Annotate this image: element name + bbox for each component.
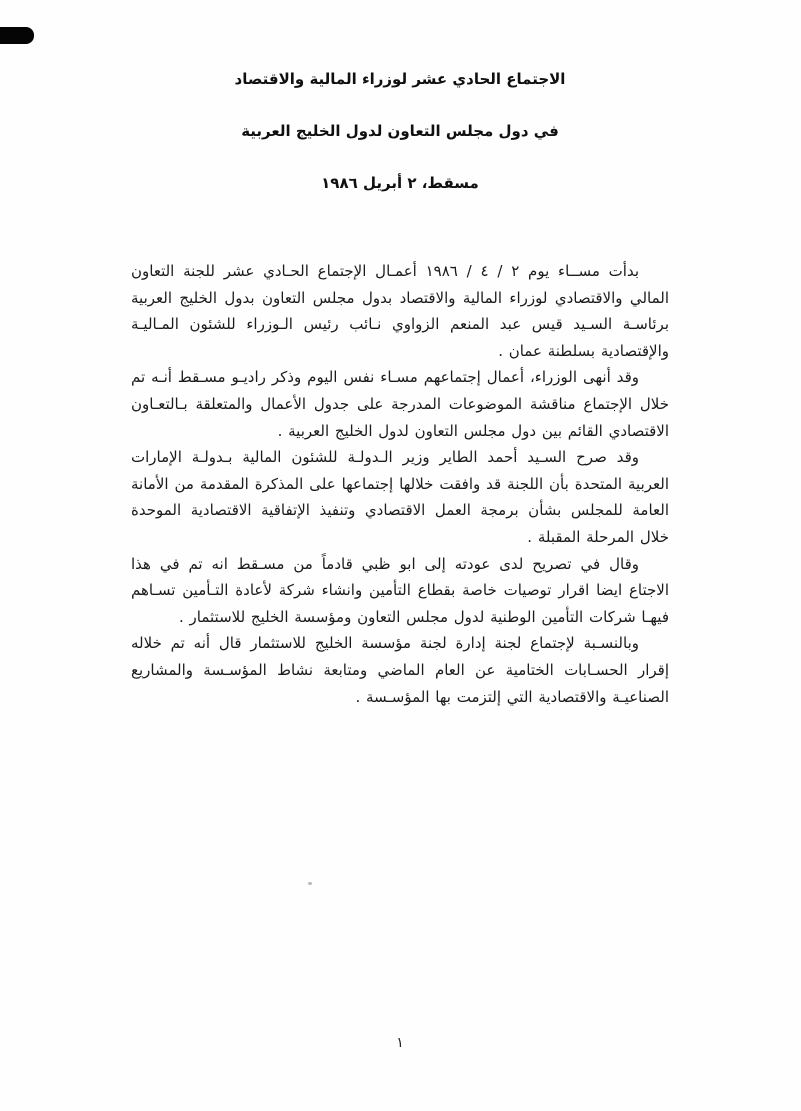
paragraph-3: وقد صرح السـيد أحمد الطاير وزير الـدولـة للشئون المالية بـدولـة الإمارات العربية المتحدة بأن اللجنة قد وافقت خلالها إجتماعها على المذكرة المقدمة من الأمانة العامة للمجلس بشأن برمجة العمل الاقتصادي وتنفيذ الإتفاقية الاقتصادية الموحدة خلال المرحلة المقبلة . (131, 448, 669, 546)
page-number: ١ (396, 1035, 404, 1051)
document-header (131, 70, 669, 192)
scan-speck (308, 882, 312, 885)
page-footer (131, 1032, 669, 1051)
title-line-2: في دول مجلس التعاون لدول الخليج العربية (241, 122, 559, 140)
paragraph-5: وبالنسـبة لإجتماع لجنة إدارة لجنة مؤسسة الخليج للاستثمار قال أنه تم خلاله إقرار الحسـابات الختامية عن العام الماضي ومتابعة نشاط المؤسـسة والمشاريع الصناعيـة والاقتصادية التي إلتزمت بها المؤسـسة . (131, 634, 669, 706)
paragraph-2: وقد أنهى الوزراء، أعمال إجتماعهم مسـاء نفس اليوم وذكر راديـو مسـقط أنـه تم خلال الإجتماع مناقشة الموضوعات المدرجة على جدول الأعمال والمتعلقة بـالتعـاون الاقتصادي القائم بين دول مجلس التعاون لدول الخليج العربية . (131, 368, 669, 440)
title-line-3: مسقط، ٢ أبريل ١٩٨٦ (321, 174, 479, 192)
document-body (131, 258, 669, 710)
paragraph-4: وقال في تصريح لدى عودته إلى ابو ظبي قادماً من مسـقط انه تم في هذا الاجتاع ايضا اقرار توصيات خاصة بقطاع التأمين وانشاء شركة لأعادة التـأمين تسـاهم فيهـا شركات التأمين الوطنية لدول مجلس التعاون ومؤسسة الخليج للاستثمار . (131, 554, 669, 626)
scan-artifact-top-left (0, 27, 34, 44)
title-line-1: الاجتماع الحادي عشر لوزراء المالية والاقتصاد (234, 70, 566, 88)
paragraph-1: بدأت مســاء يوم ٢ / ٤ / ١٩٨٦ أعمـال الإجتماع الحـادي عشر للجنة التعاون المالي والاقتصادي لوزراء المالية والاقتصاد بدول مجلس التعاون بدول الخليج العربية برئاسـة السـيد قيس عبد المنعم الزواوي نـائب رئيس الـوزراء للشئون المـاليـة والإقتصادية بسلطنة عمان . (131, 262, 669, 360)
